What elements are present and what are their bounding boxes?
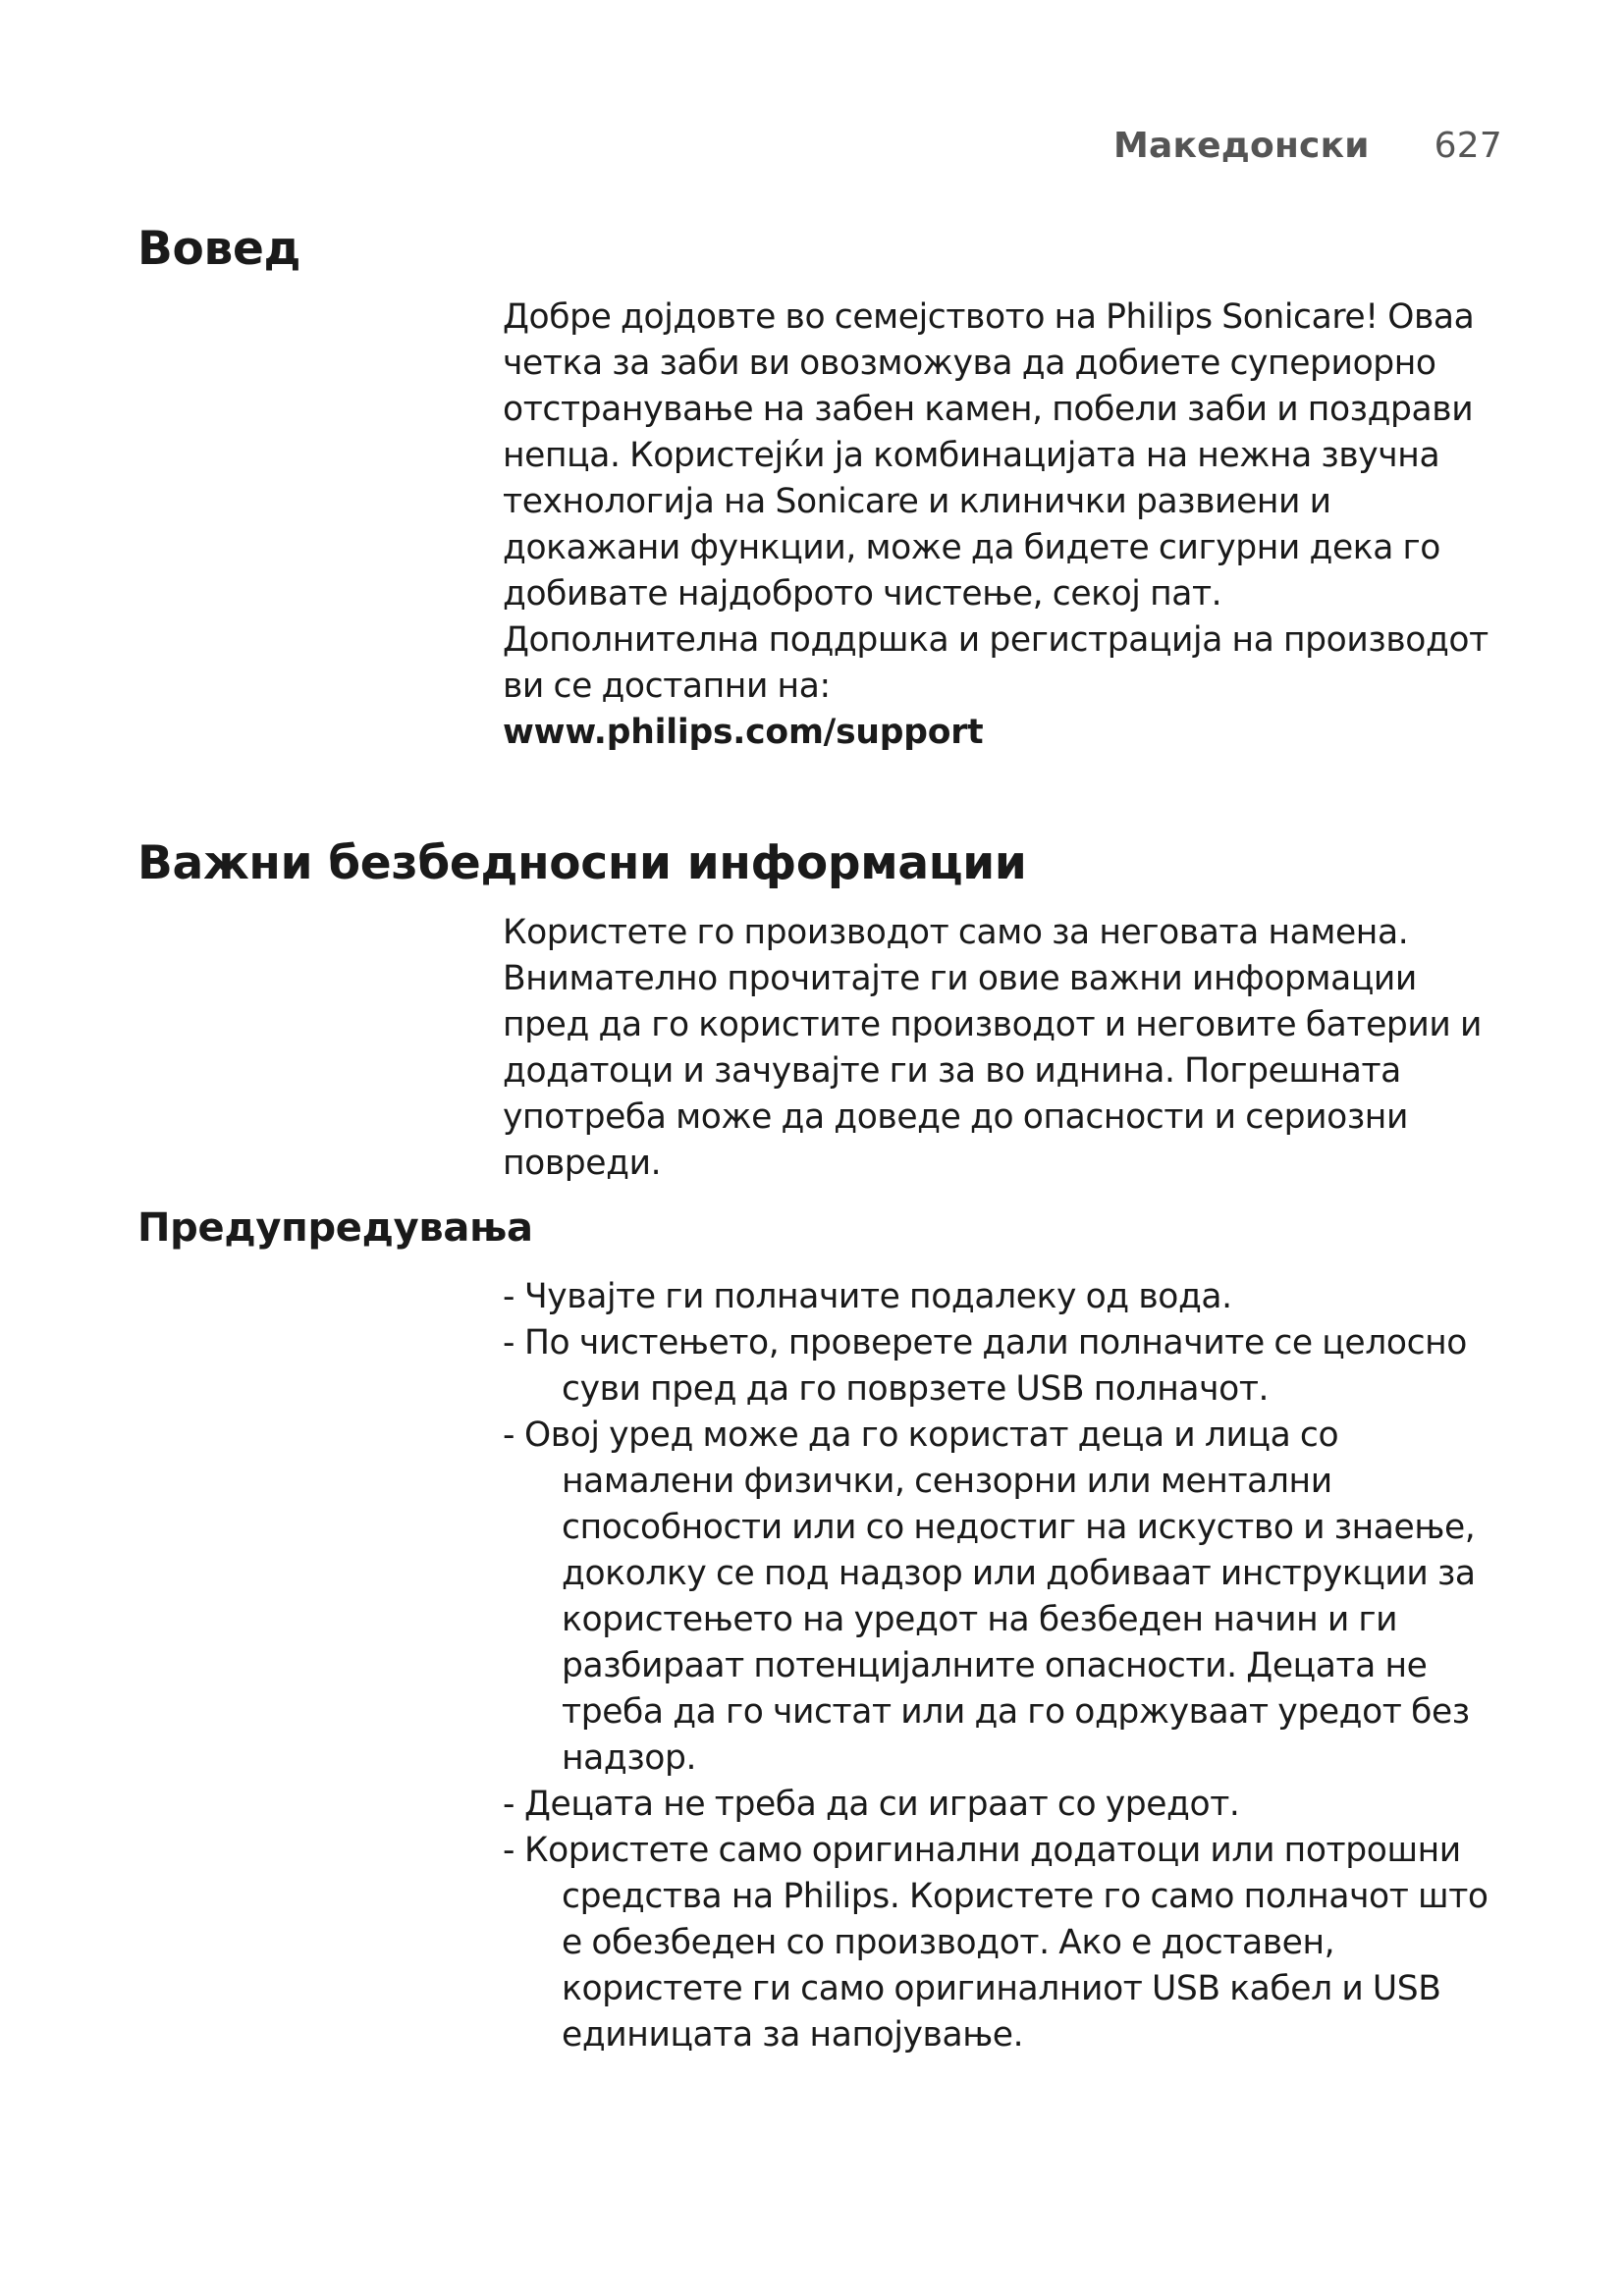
warning-text: Чувајте ги полначите подалеку од вода. — [524, 1277, 1232, 1316]
warning-item — [503, 1274, 1504, 1320]
warnings-list — [503, 1274, 1504, 2058]
warning-item — [503, 1828, 1504, 2058]
warning-text: Децата не треба да си играат со уредот. — [524, 1785, 1240, 1824]
warning-item — [503, 1320, 1504, 1413]
intro-paragraph: Добре дојдовте во семејството на Philips Sonicare! Оваа четка за заби ви овозможува да добиете супериорно отстранување на забен камен, побели заби и поздрави непца. Користејќи ја комбинацијата на нежна звучна технологија на Sonicare и клинички развиени и докажани функции, може да бидете сигурни дека го добивате најдоброто чистење, секој пат. — [503, 297, 1475, 614]
page-header — [1113, 126, 1502, 166]
warnings-body — [503, 1274, 1504, 2058]
warning-item — [503, 1413, 1504, 1782]
support-link[interactable]: www.philips.com/support — [503, 713, 984, 752]
warning-text: Користете само оригинални додатоци или потрошни средства на Philips. Користете го само полначот што е обезбеден со производот. Ако е доставен, користете ги само оригиналниот USB кабел и USB единицата за напојување. — [524, 1831, 1489, 2055]
safety-body — [503, 910, 1504, 1187]
header-language: Македонски — [1113, 126, 1370, 166]
warning-text: Овој уред може да го користат деца и лица со намалени физички, сензорни или ментални способности или со недостиг на искуство и знаење, доколку се под надзор или добиваат инструкции за користењето на уредот на безбеден начин и ги разбираат потенцијалните опасности. Децата не треба да го чистат или да го одржуваат уредот без надзор. — [524, 1415, 1476, 1778]
warning-text: По чистењето, проверете дали полначите се целосно суви пред да го поврзете USB полначот. — [524, 1323, 1468, 1409]
dash-bullet: - — [503, 1323, 515, 1362]
dash-bullet: - — [503, 1785, 515, 1824]
safety-heading: Важни безбедносни информации — [137, 836, 1027, 890]
intro-heading: Вовед — [137, 222, 301, 276]
safety-paragraph: Користете го производот само за неговата намена. Внимателно прочитајте ги овие важни информации пред да го користите производот и неговите батерии и додатоци и зачувајте ги за во иднина. Погрешната употреба може да доведе до опасности и сериозни повреди. — [503, 913, 1483, 1183]
support-paragraph: Дополнителна поддршка и регистрација на производот ви се достапни на: — [503, 620, 1489, 706]
dash-bullet: - — [503, 1277, 515, 1316]
warning-item — [503, 1782, 1504, 1828]
intro-body — [503, 294, 1504, 756]
page-number: 627 — [1434, 126, 1502, 166]
warnings-heading: Предупредувања — [137, 1205, 533, 1251]
dash-bullet: - — [503, 1415, 515, 1455]
dash-bullet: - — [503, 1831, 515, 1870]
